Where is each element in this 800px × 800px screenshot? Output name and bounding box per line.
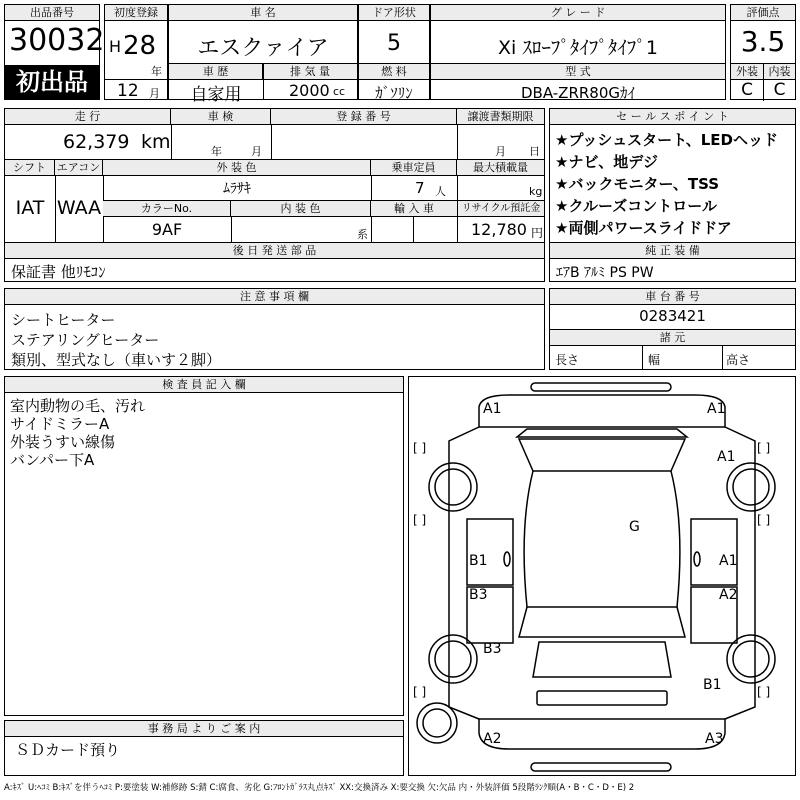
tag-rr-corner: A3 bbox=[705, 731, 724, 747]
aircon-label: エアコン bbox=[55, 160, 103, 176]
sales-point-3: ★バックモニター、TSS bbox=[555, 175, 720, 193]
transfer-label: 譲渡書類期限 bbox=[457, 109, 544, 125]
first-listing-badge: 初出品 bbox=[5, 65, 99, 99]
grade-cell bbox=[430, 4, 726, 100]
tag-fl-corner: A1 bbox=[483, 401, 502, 417]
note-line-3: 類別、型式なし（車いす２脚） bbox=[11, 351, 222, 369]
inspector-block bbox=[4, 376, 404, 716]
inspector-line-3: 外装うすい線傷 bbox=[10, 433, 116, 451]
score-cell bbox=[730, 4, 796, 100]
chassis-label: 車 台 番 号 bbox=[550, 289, 795, 305]
tag-r-front-wheel: A1 bbox=[717, 449, 736, 465]
height-label: 高さ bbox=[726, 353, 751, 367]
legend: A:ｷｽﾞ U:ﾍｺﾐ B:ｷｽﾞを伴うﾍｺﾐ P:要塗装 W:補修跡 S:錆 C:腐食、劣化 G:ﾌﾛﾝﾄｶﾞﾗｽ丸点ｷｽﾞ XX:交換済み X:要交換 欠:欠品 内・外装評価 5段階ﾗﾝｸ順(A・B・C・D・E) 2 bbox=[4, 783, 635, 793]
color-no-label: カラーNo. bbox=[103, 201, 231, 217]
mileage-unit: km bbox=[141, 131, 171, 153]
note-line-1: シートヒーター bbox=[11, 311, 116, 329]
fuel-label: 燃 料 bbox=[359, 64, 429, 80]
model: DBA-ZRR80Gｶｲ bbox=[520, 84, 636, 102]
office-label: 事 務 局 よ り ご 案 内 bbox=[5, 721, 403, 737]
sales-points-block bbox=[549, 108, 796, 282]
length-label: 長さ bbox=[555, 353, 580, 367]
insp-year-unit: 年 bbox=[211, 145, 222, 158]
lot-number-label: 出品番号 bbox=[5, 5, 99, 21]
grade-label: グ レ ー ド bbox=[431, 5, 725, 21]
later-parts-label: 後 日 発 送 部 品 bbox=[5, 243, 544, 259]
insp-month-unit: 月 bbox=[251, 145, 262, 158]
inspector-label: 検 査 員 記 入 欄 bbox=[5, 377, 403, 393]
lot-number: 30032 bbox=[9, 23, 105, 58]
notes-block bbox=[4, 288, 545, 370]
car-name: エスクァイア bbox=[197, 36, 329, 61]
equipment-label: 純 正 装 備 bbox=[550, 243, 795, 259]
recycle-unit: 円 bbox=[531, 226, 544, 240]
capacity-label: 乗車定員 bbox=[371, 160, 457, 176]
equipment: ｴｱB ｱﾙﾐ PS PW bbox=[556, 265, 654, 281]
tag-r-rear-door: A2 bbox=[719, 587, 738, 603]
score: 3.5 bbox=[740, 25, 786, 58]
bracket-low-left: [ ] bbox=[413, 685, 427, 699]
displacement: 2000 bbox=[289, 81, 330, 100]
transfer-month-unit: 月 bbox=[495, 145, 506, 158]
door: 5 bbox=[387, 31, 401, 56]
score-label: 評価点 bbox=[731, 5, 795, 21]
recycle-label: リサイクル預託金 bbox=[458, 201, 544, 217]
bracket-mid-left: [ ] bbox=[413, 513, 427, 527]
tag-center: G bbox=[629, 519, 640, 535]
sales-point-1: ★プッシュスタート、LEDヘッド bbox=[555, 131, 779, 149]
sales-point-4: ★クルーズコントロール bbox=[555, 197, 717, 215]
reg-month-unit: 月 bbox=[149, 87, 160, 100]
inspector-line-4: バンパー下A bbox=[10, 451, 95, 469]
width-label: 幅 bbox=[648, 353, 661, 367]
door-label: ドア形状 bbox=[359, 5, 429, 21]
sales-point-2: ★ナビ、地デジ bbox=[555, 153, 658, 171]
bracket-top-left: [ ] bbox=[413, 441, 427, 455]
history-label: 車 歴 bbox=[169, 64, 263, 80]
chassis-number: 0283421 bbox=[639, 307, 706, 325]
tag-l-front-door: B1 bbox=[469, 553, 488, 569]
shift: IAT bbox=[15, 197, 45, 219]
car-name-label: 車 名 bbox=[169, 5, 357, 21]
color-no: 9AF bbox=[151, 220, 183, 239]
sales-point-5: ★両側パワースライドドア bbox=[555, 219, 732, 237]
model-label: 型 式 bbox=[431, 64, 725, 80]
bracket-top-right: [ ] bbox=[757, 441, 771, 455]
displacement-unit: cc bbox=[333, 85, 346, 98]
inspector-line-2: サイドミラーA bbox=[10, 415, 110, 433]
sales-points-label: セ ー ル ス ポ イ ン ト bbox=[550, 109, 795, 125]
interior-label: 内装 bbox=[764, 64, 795, 80]
load-label: 最大積載量 bbox=[457, 160, 544, 176]
damage-diagram bbox=[408, 376, 796, 776]
car-outline bbox=[409, 377, 795, 775]
import-label: 輸 入 車 bbox=[371, 201, 457, 217]
history: 自家用 bbox=[190, 85, 242, 105]
exterior-grade: C bbox=[741, 80, 753, 100]
note-line-2: ステアリングヒーター bbox=[11, 331, 160, 349]
color-label: 外 装 色 bbox=[103, 160, 371, 176]
interior-grade: C bbox=[773, 80, 786, 100]
recycle-fee: 12,780 bbox=[471, 220, 527, 239]
inspection-label: 車 検 bbox=[171, 109, 271, 125]
load-unit: kg bbox=[529, 185, 543, 198]
bracket-low-right: [ ] bbox=[757, 685, 771, 699]
dims-label: 諸 元 bbox=[550, 330, 795, 346]
era: H bbox=[109, 37, 122, 56]
shift-label: シフト bbox=[5, 160, 55, 176]
reg-year: 28 bbox=[123, 31, 157, 61]
tag-r-rear-wheel: B1 bbox=[703, 677, 722, 693]
reg-no-label: 登 録 番 号 bbox=[271, 109, 457, 125]
vehicle-info-block bbox=[4, 108, 545, 282]
tag-l-rear-door: B3 bbox=[469, 587, 488, 603]
exterior-label: 外装 bbox=[731, 64, 763, 80]
displacement-label: 排 気 量 bbox=[263, 64, 357, 80]
reg-year-unit: 年 bbox=[151, 65, 162, 78]
tag-l-rear-wheel: B3 bbox=[483, 641, 502, 657]
header-block bbox=[4, 4, 796, 104]
later-parts: 保証書 他ﾘﾓｺﾝ bbox=[11, 263, 106, 281]
tag-r-front-door: A1 bbox=[719, 553, 738, 569]
fuel: ｶﾞｿﾘﾝ bbox=[375, 84, 413, 102]
lot-number-cell bbox=[4, 4, 105, 100]
car-name-cell bbox=[168, 4, 358, 105]
exterior-color: ﾑﾗｻｷ bbox=[223, 181, 251, 197]
mileage-label: 走 行 bbox=[5, 109, 171, 125]
grade: Xi ｽﾛｰﾌﾟﾀｲﾌﾟﾀｲﾌﾟ1 bbox=[498, 37, 658, 59]
office-block bbox=[4, 720, 404, 776]
first-reg-cell bbox=[104, 4, 168, 100]
chassis-block bbox=[549, 288, 796, 370]
transfer-day-unit: 日 bbox=[529, 145, 540, 158]
reg-month: 12 bbox=[117, 81, 139, 101]
first-reg-label: 初度登録 bbox=[105, 5, 167, 21]
bracket-mid-right: [ ] bbox=[757, 513, 771, 527]
office-text: ＳＤカード預り bbox=[15, 741, 121, 759]
inspector-line-1: 室内動物の毛、汚れ bbox=[10, 397, 146, 415]
door-cell bbox=[358, 4, 430, 100]
capacity-unit: 人 bbox=[435, 185, 446, 198]
int-color-unit: 系 bbox=[357, 228, 368, 241]
tag-rl-corner: A2 bbox=[483, 731, 502, 747]
tag-fr-corner: A1 bbox=[707, 401, 726, 417]
notes-label: 注 意 事 項 欄 bbox=[5, 289, 544, 305]
aircon: WAA bbox=[56, 197, 102, 219]
mileage: 62,379 bbox=[63, 131, 130, 153]
capacity: 7 bbox=[415, 179, 425, 197]
int-color-label: 内 装 色 bbox=[231, 201, 371, 217]
